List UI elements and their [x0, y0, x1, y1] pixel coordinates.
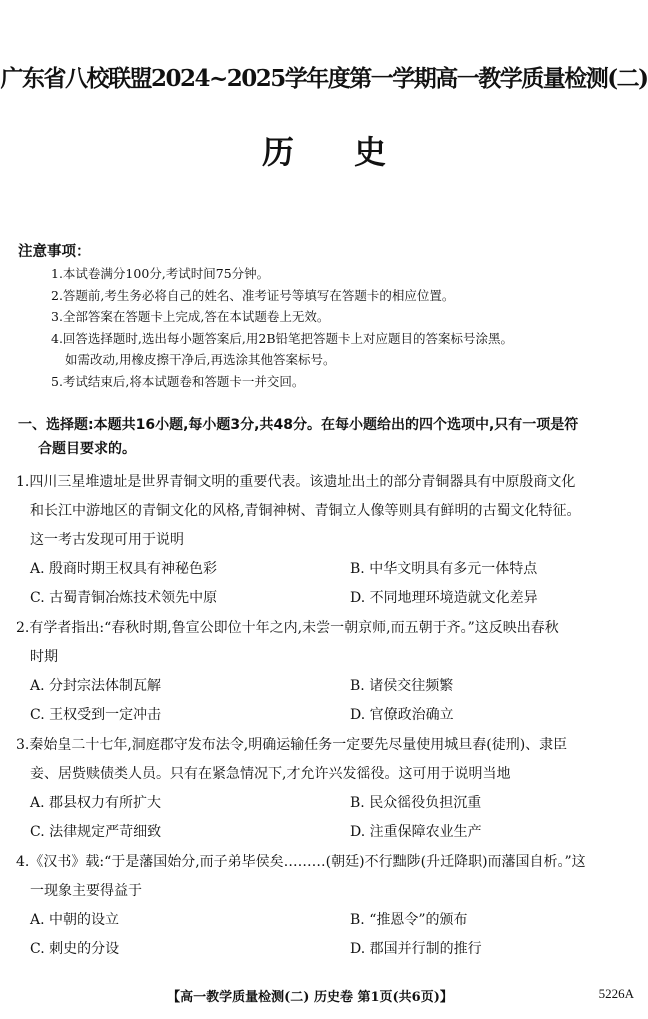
section-heading-line2: 合题目要求的。 — [38, 441, 136, 457]
option-d: D. 注重保障农业生产 — [350, 824, 482, 840]
notice-item: 4.回答选择题时,选出每小题答案后,用2B铅笔把答题卡上对应题目的答案标号涂黑。 — [51, 330, 514, 346]
stem-line: 时期 — [30, 649, 58, 665]
question-stem — [16, 614, 638, 672]
question-1 — [16, 468, 638, 613]
question-options — [16, 789, 638, 847]
option-c: C. 古蜀青铜冶炼技术领先中原 — [30, 590, 218, 606]
option-b: B. “推恩令”的颁布 — [350, 912, 468, 928]
notice-item: 1.本试卷满分100分,考试时间75分钟。 — [51, 266, 270, 281]
stem-line: 3.秦始皇二十七年,洞庭郡守发布法令,明确运输任务一定要先尽量使用城旦舂(徒刑)、隶臣 — [16, 737, 568, 753]
question-options — [16, 555, 638, 613]
option-c: C. 法律规定严苛细致 — [30, 824, 162, 840]
question-stem — [16, 731, 638, 789]
option-d: D. 不同地理环境造就文化差异 — [350, 590, 538, 606]
stem-line: 和长江中游地区的青铜文化的风格,青铜神树、青铜立人像等则具有鲜明的古蜀文化特征。 — [30, 503, 581, 519]
notice-item: 2.答题前,考生务必将自己的姓名、准考证号等填写在答题卡的相应位置。 — [51, 287, 455, 303]
option-b: B. 诸侯交往频繁 — [350, 678, 454, 694]
question-2 — [16, 614, 638, 730]
stem-line: 妾、居赀赎债类人员。只有在紧急情况下,才允许兴发徭役。这可用于说明当地 — [30, 766, 511, 782]
question-3 — [16, 731, 638, 847]
notice-item-continuation: 如需改动,用橡皮擦干净后,再选涂其他答案标号。 — [65, 352, 336, 367]
subject-title: 历史 — [261, 133, 446, 171]
question-stem — [16, 468, 638, 555]
option-c: C. 刺史的分设 — [30, 941, 120, 957]
stem-line: 2.有学者指出:“春秋时期,鲁宣公即位十年之内,未尝一朝京师,而五朝于齐。”这反映出春秋 — [16, 620, 559, 636]
option-b: B. 民众徭役负担沉重 — [350, 795, 482, 811]
option-c: C. 王权受到一定冲击 — [30, 707, 162, 723]
notice-item: 3.全部答案在答题卡上完成,答在本试题卷上无效。 — [51, 309, 330, 324]
notice-heading: 注意事项： — [18, 244, 91, 260]
notice-item: 5.考试结束后,将本试题卷和答题卡一并交回。 — [51, 373, 305, 389]
footer-text: 【高一教学质量检测(二) 历史卷 第1页(共6页)】 — [167, 990, 453, 1005]
question-options — [16, 672, 638, 730]
option-a: A. 郡县权力有所扩大 — [30, 795, 162, 811]
option-d: D. 郡国并行制的推行 — [350, 941, 482, 957]
question-options — [16, 906, 638, 964]
stem-line: 这一考古发现可用于说明 — [30, 532, 184, 548]
stem-line: 一现象主要得益于 — [30, 883, 142, 899]
option-a: A. 中朝的设立 — [30, 912, 120, 928]
option-d: D. 官僚政治确立 — [350, 707, 454, 723]
option-a: A. 殷商时期王权具有神秘色彩 — [30, 561, 218, 577]
exam-title: 广东省八校联盟2024~2025学年度第一学期高一教学质量检测(二) — [0, 65, 648, 92]
question-stem — [16, 848, 638, 906]
notice-list — [51, 263, 641, 392]
question-4 — [16, 848, 638, 964]
section-heading — [18, 413, 636, 461]
option-b: B. 中华文明具有多元一体特点 — [350, 561, 538, 577]
stem-line: 4.《汉书》载:“于是藩国始分,而子弟毕侯矣………(朝廷)不行黜陟(升迁降职)而藩国自析。”这 — [16, 854, 586, 870]
stem-line: 1.四川三星堆遗址是世界青铜文明的重要代表。该遗址出土的部分青铜器具有中原殷商文化 — [16, 474, 576, 490]
footer-code: 5226A — [598, 986, 634, 1001]
option-a: A. 分封宗法体制瓦解 — [30, 678, 162, 694]
section-heading-line1: 一、选择题:本题共16小题,每小题3分,共48分。在每小题给出的四个选项中,只有一项是符 — [18, 417, 579, 433]
